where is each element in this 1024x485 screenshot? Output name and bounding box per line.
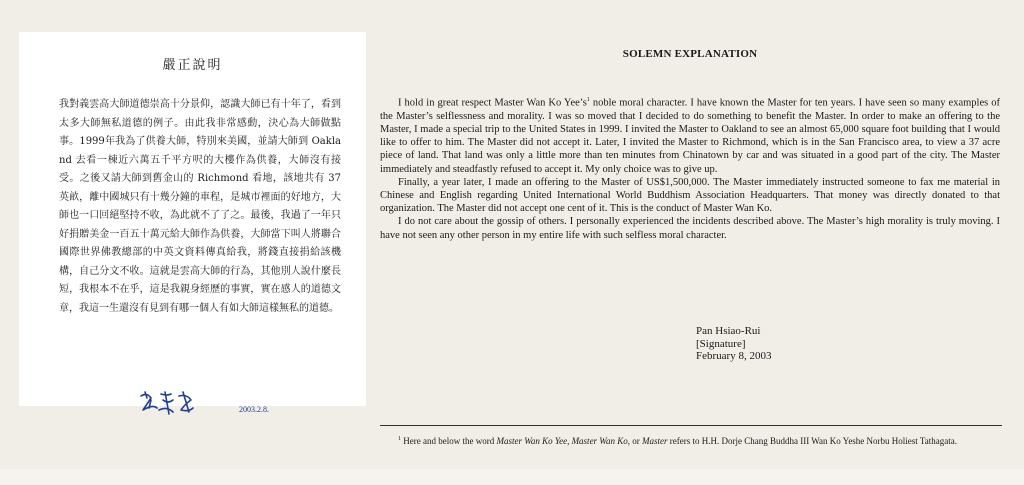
signature-block [696, 325, 771, 363]
paragraph-2: Finally, a year later, I made an offering to the Master of US$1,500,000. The Master immediately instructed someone to fax me material in Chinese and English regarding United International World Buddhism Association Headquarters. That money was directly donated to that organization. The Master did not accept one cent of it. This is the conduct of Master Wan Ko. [380, 176, 1000, 215]
handwritten-signature [137, 388, 307, 420]
footnote-sep-2: , or [627, 436, 642, 446]
paragraph-1 [380, 94, 1000, 176]
footnote-term-3: Master [641, 436, 668, 446]
footnote-marker: 1 [586, 97, 590, 103]
chinese-letter-title: 嚴正說明 [162, 58, 223, 73]
footnote-term-1: Master Wan Ko Yee [496, 436, 568, 446]
footnote-text-end: refers to H.H. Dorje Chang Buddha III Wan Ko Yeshe Norbu Holiest Tathagata. [667, 436, 957, 446]
chinese-letter-card [19, 32, 366, 414]
footnote-term-2: Master Wan Ko [571, 436, 628, 446]
paragraph-3: I do not care about the gossip of others. I personally experienced the incidents described above. The Master’s high morality is truly moving. I have not seen any other person in my entire life with such selfless moral character. [380, 216, 1000, 241]
paragraph-1-part-a: I hold in great respect Master Wan Ko Yee’s [398, 97, 587, 109]
signer-name: Pan Hsiao-Rui [696, 325, 761, 337]
english-title: SOLEMN EXPLANATION [622, 48, 758, 60]
paragraph-1-part-b: noble moral character. I have known the Master for ten years. I have seen so many examples of the Master’s selflessness and morality. I was so moved that I decided to do something to benefit the Master. In order to make an offering to the Master, I made a special trip to the United States in 1999. I invited the Master to Oakland to see an almost 65,000 square foot building that I would like to offer to him. The Master did not accept it. Later, I invited the Master to Richmond, which is in the San Francisco area, to view a 37 acre piece of land. That land was only a little more than ten minutes from Chinatown by car and was situated in a good part of the city. The Master immediately and steadfastly refused to accept it. My only choice was to give up. [380, 97, 1000, 175]
signature-date: 2003.2.8. [239, 405, 269, 414]
footnote-sep-1: , [567, 436, 572, 446]
bottom-band [0, 469, 1024, 485]
english-translation [380, 48, 1000, 242]
footnote-divider [380, 425, 1002, 426]
signature-date-english: February 8, 2003 [696, 350, 772, 362]
footnote-number: 1 [398, 436, 401, 442]
footnote-text-start: Here and below the word [403, 436, 497, 446]
chinese-letter-body: 我對義雲高大師道德崇高十分景仰，認識大師已有十年了，看到太多大師無私道德的例子。由此我非常感動，決心為大師做點事。1999年我為了供養大師，特別來美國，並請大師到 Oakland 去看一棟近六萬五千平方呎的大樓作為供養，大師沒有接受。之後又請大師到舊金山的 Richmond 看地，該地共有 37 英畝，離中國城只有十幾分鐘的車程，是城市裡面的好地方，大師也一口回絕堅持不收，為此就不了了之。最後，我過了一年只好捐贈美金一百五十萬元給大師作為供養，大師當下叫人將聯合國際世界佛教總部的中英文資料傳真給我，將錢直接捐給該機構，自己分文不收。這就是雲高大師的行為，其他別人說什麼長短，我根本不在乎，這是我親身經歷的事實，實在感人的道德文章，我這一生還沒有見到有哪一個人有如大師這樣無私的道德。 [59, 99, 341, 314]
footnote [398, 434, 1002, 448]
signature-note: [Signature] [696, 337, 746, 350]
